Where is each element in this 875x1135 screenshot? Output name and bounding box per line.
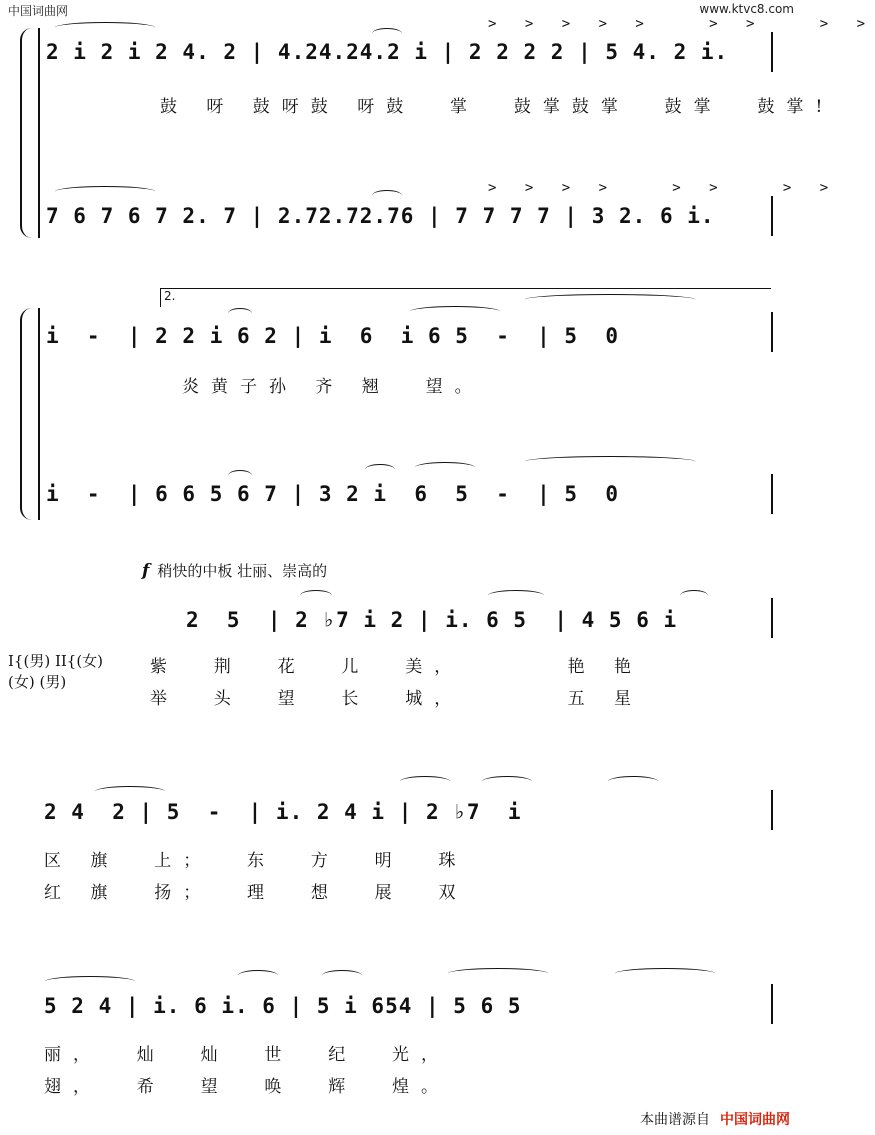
tempo-marking: [142, 560, 327, 581]
slur: [55, 186, 155, 197]
lyrics-verse-2: 举 头 望 长 城， 五 星: [150, 689, 644, 709]
watermark-right: www.ktvc8.com: [699, 2, 794, 16]
volta-number: 2.: [164, 289, 176, 303]
watermark-left: 中国词曲网: [8, 4, 69, 18]
lower-staff-notes: 7 6 7 6 7 2. 7 | 2.72.72.76 | 7 7 7 7 | 3 2. 6 i.: [46, 204, 715, 228]
lyrics-verse-2: 翅， 希 望 唤 辉 煌。: [44, 1077, 451, 1097]
barline: [771, 984, 773, 1024]
slur: [615, 968, 715, 979]
system-brace: [20, 28, 34, 238]
tempo-text: 稍快的中板 壮丽、崇高的: [157, 562, 328, 580]
upper-staff-notes: i - | 2 2 i 6 2 | i 6 i 6 5 - | 5 0: [46, 324, 620, 348]
slur: [448, 968, 548, 979]
parts-label-line1: I{(男) II{(女): [8, 652, 104, 670]
footer-text: 本曲谱源自: [640, 1112, 710, 1128]
slur: [400, 776, 450, 787]
melody-notes: 2 5 | 2 ♭7 i 2 | i. 6 5 | 4 5 6 i: [186, 608, 678, 632]
slur: [482, 776, 532, 787]
lyrics-verse-1: 区 旗 上； 东 方 明 珠: [44, 851, 468, 871]
lyrics-verse-1: 紫 荆 花 儿 美， 艳 艳: [150, 657, 644, 677]
lower-staff-notes: i - | 6 6 5 6 7 | 3 2 i 6 5 - | 5 0: [46, 482, 620, 506]
lyrics-verse-2: 红 旗 扬； 理 想 展 双: [44, 883, 468, 903]
barline: [771, 790, 773, 830]
barline: [771, 598, 773, 638]
slur: [415, 462, 475, 473]
footer-credit: [640, 1109, 790, 1129]
barline: [771, 474, 773, 514]
lyrics-verse-1: 丽， 灿 灿 世 纪 光，: [44, 1045, 451, 1065]
slur: [300, 590, 332, 601]
accent-marks: > > > > > > > > >: [488, 16, 875, 32]
slur: [372, 28, 402, 39]
slur: [525, 456, 695, 467]
slur: [372, 190, 402, 201]
barline: [38, 308, 40, 520]
footer-brand: 中国词曲网: [720, 1112, 790, 1128]
slur: [228, 470, 252, 481]
melody-notes: 5 2 4 | i. 6 i. 6 | 5 i 654 | 5 6 5: [44, 994, 522, 1018]
system-brace: [20, 308, 34, 520]
slur: [228, 308, 252, 319]
slur: [488, 590, 544, 601]
barline: [771, 312, 773, 352]
parts-label-line2: (女) (男): [8, 673, 67, 691]
slur: [45, 976, 135, 987]
slur: [525, 294, 695, 305]
dynamic-marking: f: [142, 561, 150, 581]
barline: [771, 196, 773, 236]
slur: [680, 590, 708, 601]
accent-marks: > > > > > > > >: [488, 180, 839, 196]
slur: [322, 970, 362, 981]
lyrics-line: 炎黄子孙 齐 翘 望。: [182, 377, 484, 397]
slur: [608, 776, 658, 787]
barline: [771, 32, 773, 72]
slur: [95, 786, 165, 797]
lyrics-line: 鼓 呀 鼓呀鼓 呀鼓 掌 鼓掌鼓掌 鼓掌 鼓掌!: [160, 97, 835, 117]
upper-staff-notes: 2 i 2 i 2 4. 2 | 4.24.24.2 i | 2 2 2 2 | 5 4. 2 i.: [46, 40, 729, 64]
slur: [365, 464, 395, 475]
parts-label: [8, 650, 103, 692]
slur: [238, 970, 278, 981]
slur: [410, 306, 500, 317]
barline: [38, 28, 40, 238]
melody-notes: 2 4 2 | 5 - | i. 2 4 i | 2 ♭7 i: [44, 800, 522, 824]
slur: [55, 22, 155, 33]
